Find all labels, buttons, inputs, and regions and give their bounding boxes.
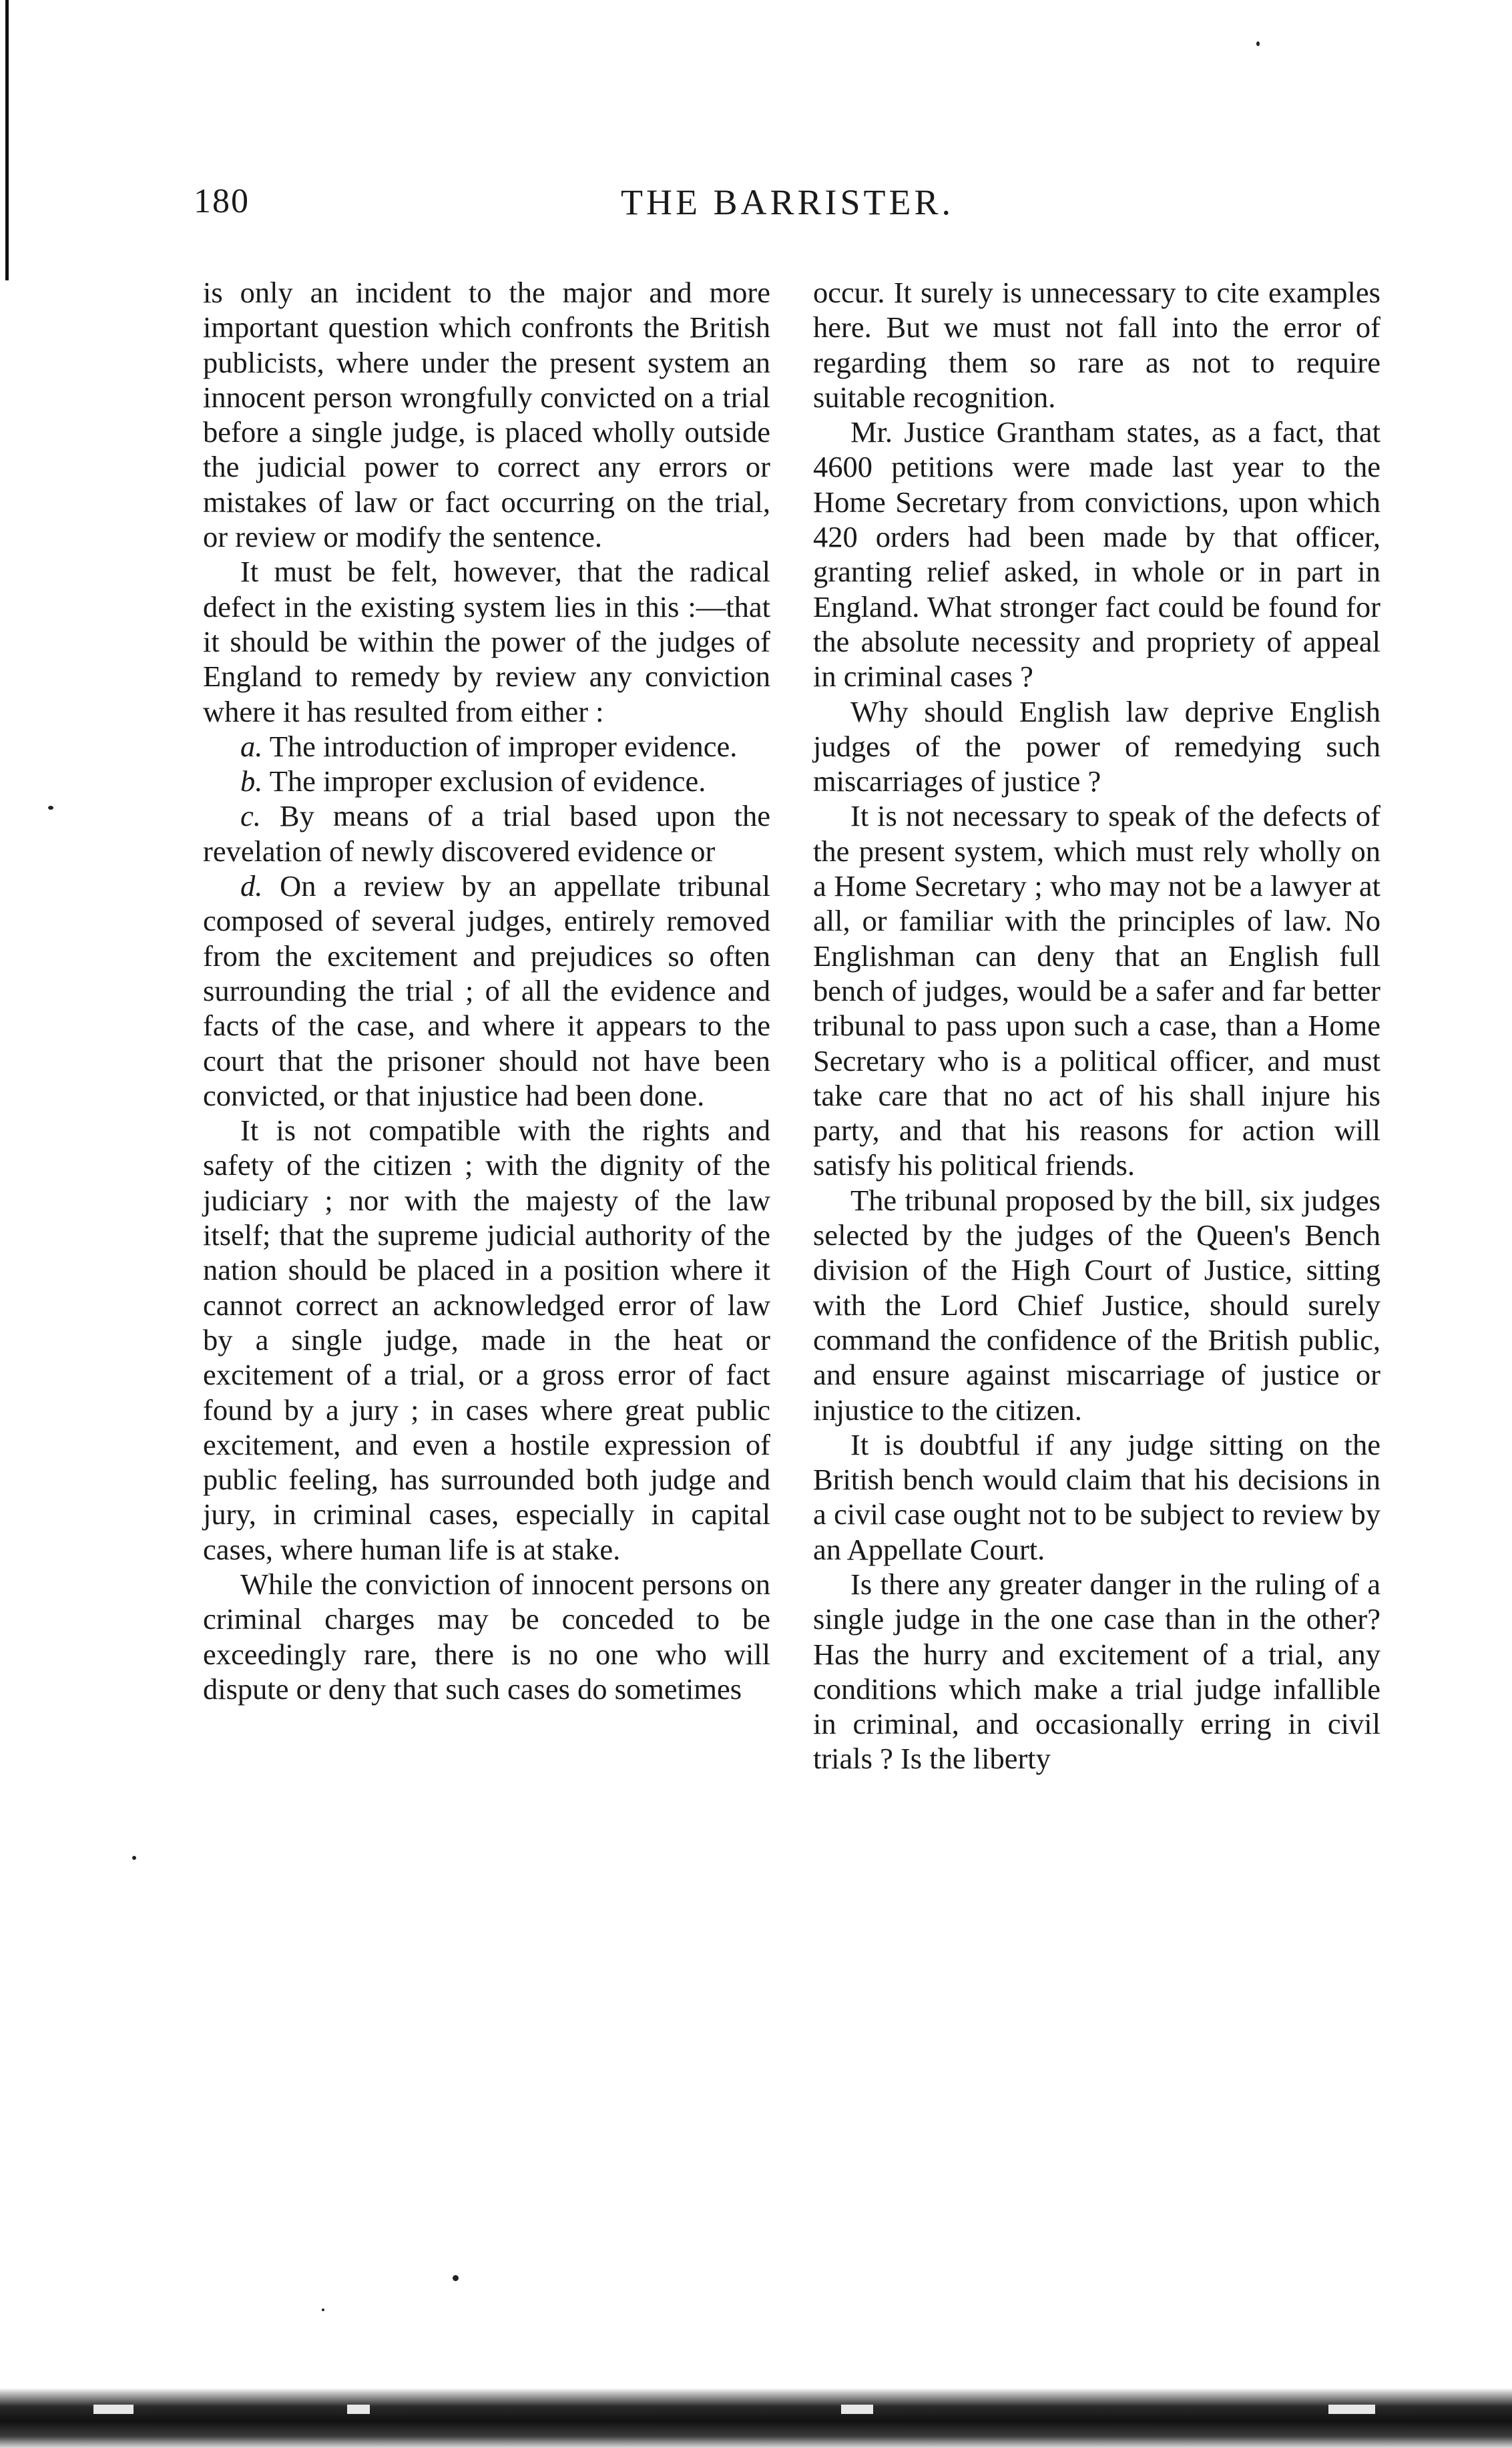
- scan-edge-line: [5, 0, 9, 280]
- list-marker: a.: [240, 729, 263, 763]
- page-number: 180: [194, 182, 250, 220]
- scan-noise: [347, 2405, 370, 2414]
- list-item-text: The introduction of improper evidence.: [262, 729, 738, 763]
- list-item-text: The improper exclusion of evidence.: [262, 764, 706, 798]
- scan-noise: [841, 2405, 873, 2414]
- list-item: [203, 798, 770, 869]
- scan-speck: [322, 2308, 324, 2311]
- paragraph: It must be felt, however, that the radical defect in the existing system lies in this :—that it should be within the power of the judges of England to remedy by review any conviction where it has resulted from either :: [203, 555, 770, 728]
- list-item-text: By means of a trial based upon the revelation of newly discovered evidence or: [203, 799, 770, 868]
- list-marker: d.: [240, 869, 263, 903]
- paragraph: Is there any greater danger in the ruling of a single judge in the one case than in the other? Has the hurry and excitement of a trial, any conditions which make a trial judge infallible in criminal, and occasionally erring in civil trials ? Is the liberty: [813, 1567, 1380, 1776]
- scan-noise: [1328, 2405, 1375, 2414]
- list-item: [203, 729, 770, 764]
- paragraph: It is not compatible with the rights and safety of the citizen ; with the dignity of the judiciary ; nor with the majesty of the law itself; that the supreme judicial authority of the nation should be placed in a position where it cannot correct an acknowledged error of law by a single judge, made in the heat or excitement of a trial, or a gross error of fact found by a jury ; in cases where great public excitement, and even a hostile expression of public feeling, has surrounded both judge and jury, in criminal cases, especially in capital cases, where human life is at stake.: [203, 1114, 770, 1566]
- list-marker: b.: [240, 764, 263, 798]
- paragraph: It is doubtful if any judge sitting on the British bench would claim that his decisions in a civil case ought not to be subject to review by an Appellate Court.: [813, 1427, 1380, 1566]
- paragraph: occur. It surely is unnecessary to cite examples here. But we must not fall into the error of regarding them so rare as not to require suitable recognition.: [813, 276, 1380, 414]
- scan-speck: [48, 806, 53, 810]
- scan-bottom-edge: [0, 2389, 1512, 2448]
- scan-speck: [453, 2275, 459, 2281]
- page-header: [194, 182, 1375, 235]
- scan-noise: [93, 2405, 134, 2414]
- scan-speck: [1256, 41, 1260, 46]
- list-item-text: On a review by an appellate tribunal composed of several judges, entirely removed from the excitement and prejudices so often surrounding the trial ; of all the evidence and facts of the case, and where it appears to the court that the prisoner should not have been convicted, or that injustice had been done.: [203, 869, 770, 1112]
- paragraph: Why should English law deprive English judges of the power of remedying such miscarriages of justice ?: [813, 694, 1380, 798]
- paragraph: is only an incident to the major and more important question which confronts the British publicists, where under the present system an innocent person wrongfully convicted on a trial before a single judge, is placed wholly outside the judicial power to correct any errors or mistakes of law or fact occurring on the trial, or review or modify the sentence.: [203, 276, 770, 554]
- left-column: [203, 275, 770, 1706]
- running-head: THE BARRISTER.: [621, 182, 955, 222]
- right-column: [813, 275, 1380, 1776]
- paragraph: The tribunal proposed by the bill, six judges selected by the judges of the Queen's Bench division of the High Court of Justice, sitting with the Lord Chief Justice, should surely command the confidence of the British public, and ensure against miscarriage of justice or injustice to the citizen.: [813, 1183, 1380, 1427]
- list-item: [203, 869, 770, 1113]
- paragraph: Mr. Justice Grantham states, as a fact, that 4600 petitions were made last year to the Home Secretary from convictions, upon which 420 orders had been made by that officer, granting relief asked, in whole or in part in England. What stronger fact could be found for the absolute necessity and propriety of appeal in criminal cases ?: [813, 415, 1380, 694]
- paragraph: It is not necessary to speak of the defects of the present system, which must rely wholly on a Home Secretary ; who may not be a lawyer at all, or familiar with the principles of law. No Englishman can deny that an English full bench of judges, would be a safer and far better tribunal to pass upon such a case, than a Home Secretary who is a political officer, and must take care that no act of his shall injure his party, and that his reasons for action will satisfy his political friends.: [813, 799, 1380, 1182]
- scan-speck: [132, 1856, 136, 1860]
- list-marker: c.: [240, 799, 261, 833]
- list-item: [203, 764, 770, 798]
- paragraph: While the conviction of innocent persons on criminal charges may be conceded to be exceedingly rare, there is no one who will dispute or deny that such cases do sometimes: [203, 1567, 770, 1706]
